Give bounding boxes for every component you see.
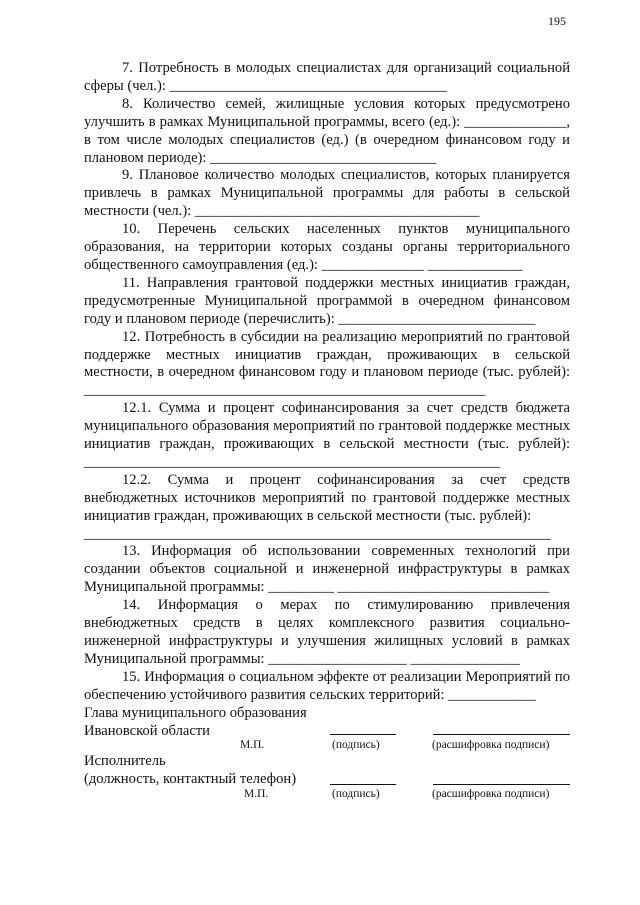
item-12-2: 12.2. Сумма и процент софинансирования за счет средств внебюджетных источников мероприятий по грантовой поддержке местных инициатив граждан, проживающих в сельской местности (тыс. рублей): (84, 471, 570, 524)
executor-decoding-line (433, 784, 570, 785)
head-decoding-caption: (расшифровка подписи) (432, 739, 550, 751)
head-decoding-line (433, 734, 570, 735)
item-9: 9. Плановое количество молодых специалистов, которых планируется привлечь в рамках Муниципальной программы для работы в сельской местности (чел.): _______________________________________ (84, 167, 570, 220)
item-12: 12. Потребность в субсидии на реализацию мероприятий по грантовой поддержке местных инициатив граждан, проживающих в сельской местности, в очередном финансовом году и плановом периоде (тыс. рублей): _______________________________________________________ (84, 328, 570, 399)
item-7: 7. Потребность в молодых специалистах для организаций социальной сферы (чел.): ______________________________________ (84, 60, 570, 94)
executor-decoding-caption: (расшифровка подписи) (432, 788, 550, 800)
head-title-line2: Ивановской области (84, 723, 210, 739)
executor-title-line1: Исполнитель (84, 753, 166, 769)
item-12-2-blank: ________________________________________________________________ (84, 525, 551, 542)
item-15: 15. Информация о социальном эффекте от реализации Мероприятий по обеспечению устойчивого развития сельских территорий: ____________ (84, 668, 570, 703)
head-title-line1: Глава муниципального образования (84, 705, 307, 721)
item-13: 13. Информация об использовании современных технологий при создании объектов социальной и инженерной инфраструктуры в рамках Муниципальной программы: _________ _____________________________ (84, 543, 570, 596)
item-8: 8. Количество семей, жилищные условия которых предусмотрено улучшить в рамках Муниципальной программы, всего (ед.): ______________, в том числе молодых специалистов (ед.) (в очередном финансовом году и плановом периоде): _______________________________ (84, 95, 570, 166)
item-11: 11. Направления грантовой поддержки местных инициатив граждан, предусмотренные Муниципальной программой в очередном финансовом году и плановом периоде (перечислить): ___________________________ (84, 274, 570, 327)
item-14: 14. Информация о мерах по стимулированию привлечения внебюджетных средств в целях комплексного развития социально-инженерной инфраструктуры и улучшения жилищных условий в рамках Муниципальной программы: ___________________ _______________ (84, 597, 570, 667)
item-12-1: 12.1. Сумма и процент софинансирования за счет средств бюджета муниципального образования мероприятий по грантовой поддержке местных инициатив граждан, проживающих в сельской местности (тыс. рублей): _________________________________________________________ (84, 400, 570, 470)
executor-signature-caption: (подпись) (332, 788, 380, 800)
executor-signature-line (330, 784, 396, 785)
head-signature-caption: (подпись) (332, 739, 380, 751)
form-body (84, 60, 570, 705)
executor-stamp-label: М.П. (244, 788, 269, 800)
head-signature-line (330, 734, 396, 735)
page-number: 195 (548, 14, 566, 28)
executor-title-line2: (должность, контактный телефон) (84, 771, 297, 787)
item-10: 10. Перечень сельских населенных пунктов муниципального образования, на территории которых созданы органы территориального общественного самоуправления (ед.): ______________ _____________ (84, 221, 570, 273)
head-stamp-label: М.П. (240, 739, 265, 751)
